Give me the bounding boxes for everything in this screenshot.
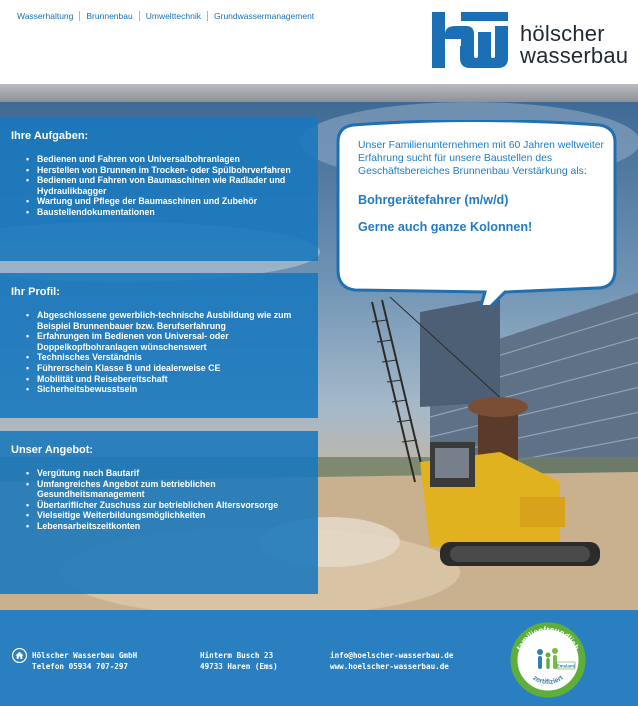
list-item: • Mobilität und Reisebereitschaft bbox=[26, 374, 308, 385]
list-item: • Bedienen und Fahren von Baumaschinen wie Radlader und Hydraulikbagger bbox=[26, 175, 308, 196]
home-icon bbox=[12, 648, 27, 663]
list-item: • Erfahrungen im Bedienen von Universal- oder Doppelkopfbohranlagen wünschenswert bbox=[26, 331, 308, 352]
section-title-tasks: Ihre Aufgaben: bbox=[11, 130, 89, 142]
list-item: • Lebensarbeitszeitkonten bbox=[26, 521, 308, 532]
task-list bbox=[0, 142, 318, 218]
list-item: • Baustellendokumentationen bbox=[26, 207, 308, 218]
bubble-intro-text: Unser Familienunternehmen mit 60 Jahren weltweiter Erfahrung sucht für unsere Baustellen des Geschäftsbereiches Brunnenbau Verstärkung als: bbox=[358, 140, 605, 177]
logo-line-2: wasserbau bbox=[520, 43, 629, 68]
footer-company bbox=[32, 650, 137, 672]
address-city: 49733 Haren (Ems) bbox=[200, 662, 278, 671]
list-item: • Sicherheitsbewusstsein bbox=[26, 384, 308, 395]
footer-contact bbox=[330, 650, 453, 672]
section-title-profile: Ihr Profil: bbox=[11, 286, 60, 298]
cert-bottom-text: zertifiziert bbox=[531, 674, 565, 687]
section-tasks bbox=[0, 117, 318, 261]
nav-item-wasserhaltung[interactable]: Wasserhaltung bbox=[17, 11, 74, 21]
logo-line-1: hölscher bbox=[520, 21, 605, 46]
nav-item-grundwassermanagement[interactable]: Grundwassermanagement bbox=[207, 11, 320, 21]
list-item: • Übertariflicher Zuschuss zur betrieblichen Altersvorsorge bbox=[26, 500, 308, 511]
footer-address bbox=[200, 650, 278, 672]
nav-item-umwelttechnik[interactable]: Umwelttechnik bbox=[139, 11, 207, 21]
company-phone[interactable]: Telefon 05934 707-297 bbox=[32, 662, 129, 671]
section-profile bbox=[0, 273, 318, 418]
list-item: • Führerschein Klasse B und idealerweise CE bbox=[26, 363, 308, 374]
section-title-offer: Unser Angebot: bbox=[11, 444, 94, 456]
address-street: Hinterm Busch 23 bbox=[200, 651, 274, 660]
list-item: • Wartung und Pflege der Baumaschinen und Zubehör bbox=[26, 196, 308, 207]
bubble-content bbox=[358, 139, 610, 234]
bubble-extra-text: Gerne auch ganze Kolonnen! bbox=[358, 220, 533, 234]
list-item: • Technisches Verständnis bbox=[26, 352, 308, 363]
nav-item-brunnenbau[interactable]: Brunnenbau bbox=[79, 11, 138, 21]
list-item: • Vergütung nach Bautarif bbox=[26, 468, 308, 479]
cert-region-text: Emsland bbox=[556, 663, 576, 669]
cert-top-text: familienfreundlich bbox=[515, 624, 581, 652]
company-name: Hölscher Wasserbau GmbH bbox=[32, 651, 138, 660]
logo-wordmark bbox=[520, 23, 628, 67]
list-item: • Herstellen von Brunnen im Trocken- oder Spülbohrverfahren bbox=[26, 165, 308, 176]
certificate-badge-icon bbox=[510, 622, 586, 698]
list-item: • Vielseitige Weiterbildungsmöglichkeiten bbox=[26, 510, 308, 521]
offer-list bbox=[0, 456, 318, 532]
list-item: • Bedienen und Fahren von Universalbohranlagen bbox=[26, 154, 308, 165]
email-link[interactable]: info@hoelscher-wasserbau.de bbox=[330, 651, 454, 660]
page-footer bbox=[0, 610, 638, 706]
website-link[interactable]: www.hoelscher-wasserbau.de bbox=[330, 662, 449, 671]
list-item: • Abgeschlossene gewerblich-technische Ausbildung wie zum Beispiel Brunnenbauer bzw. Berufserfahrung bbox=[26, 310, 308, 331]
top-nav bbox=[17, 11, 320, 21]
section-offer bbox=[0, 431, 318, 594]
list-item: • Umfangreiches Angebot zum betrieblichen Gesundheitsmanagement bbox=[26, 479, 308, 500]
profile-list bbox=[0, 298, 318, 395]
page-header bbox=[0, 0, 638, 84]
job-title: Bohrgerätefahrer (m/w/d) bbox=[358, 193, 509, 207]
header-divider-bar bbox=[0, 84, 638, 102]
hw-logo-icon bbox=[430, 12, 510, 70]
